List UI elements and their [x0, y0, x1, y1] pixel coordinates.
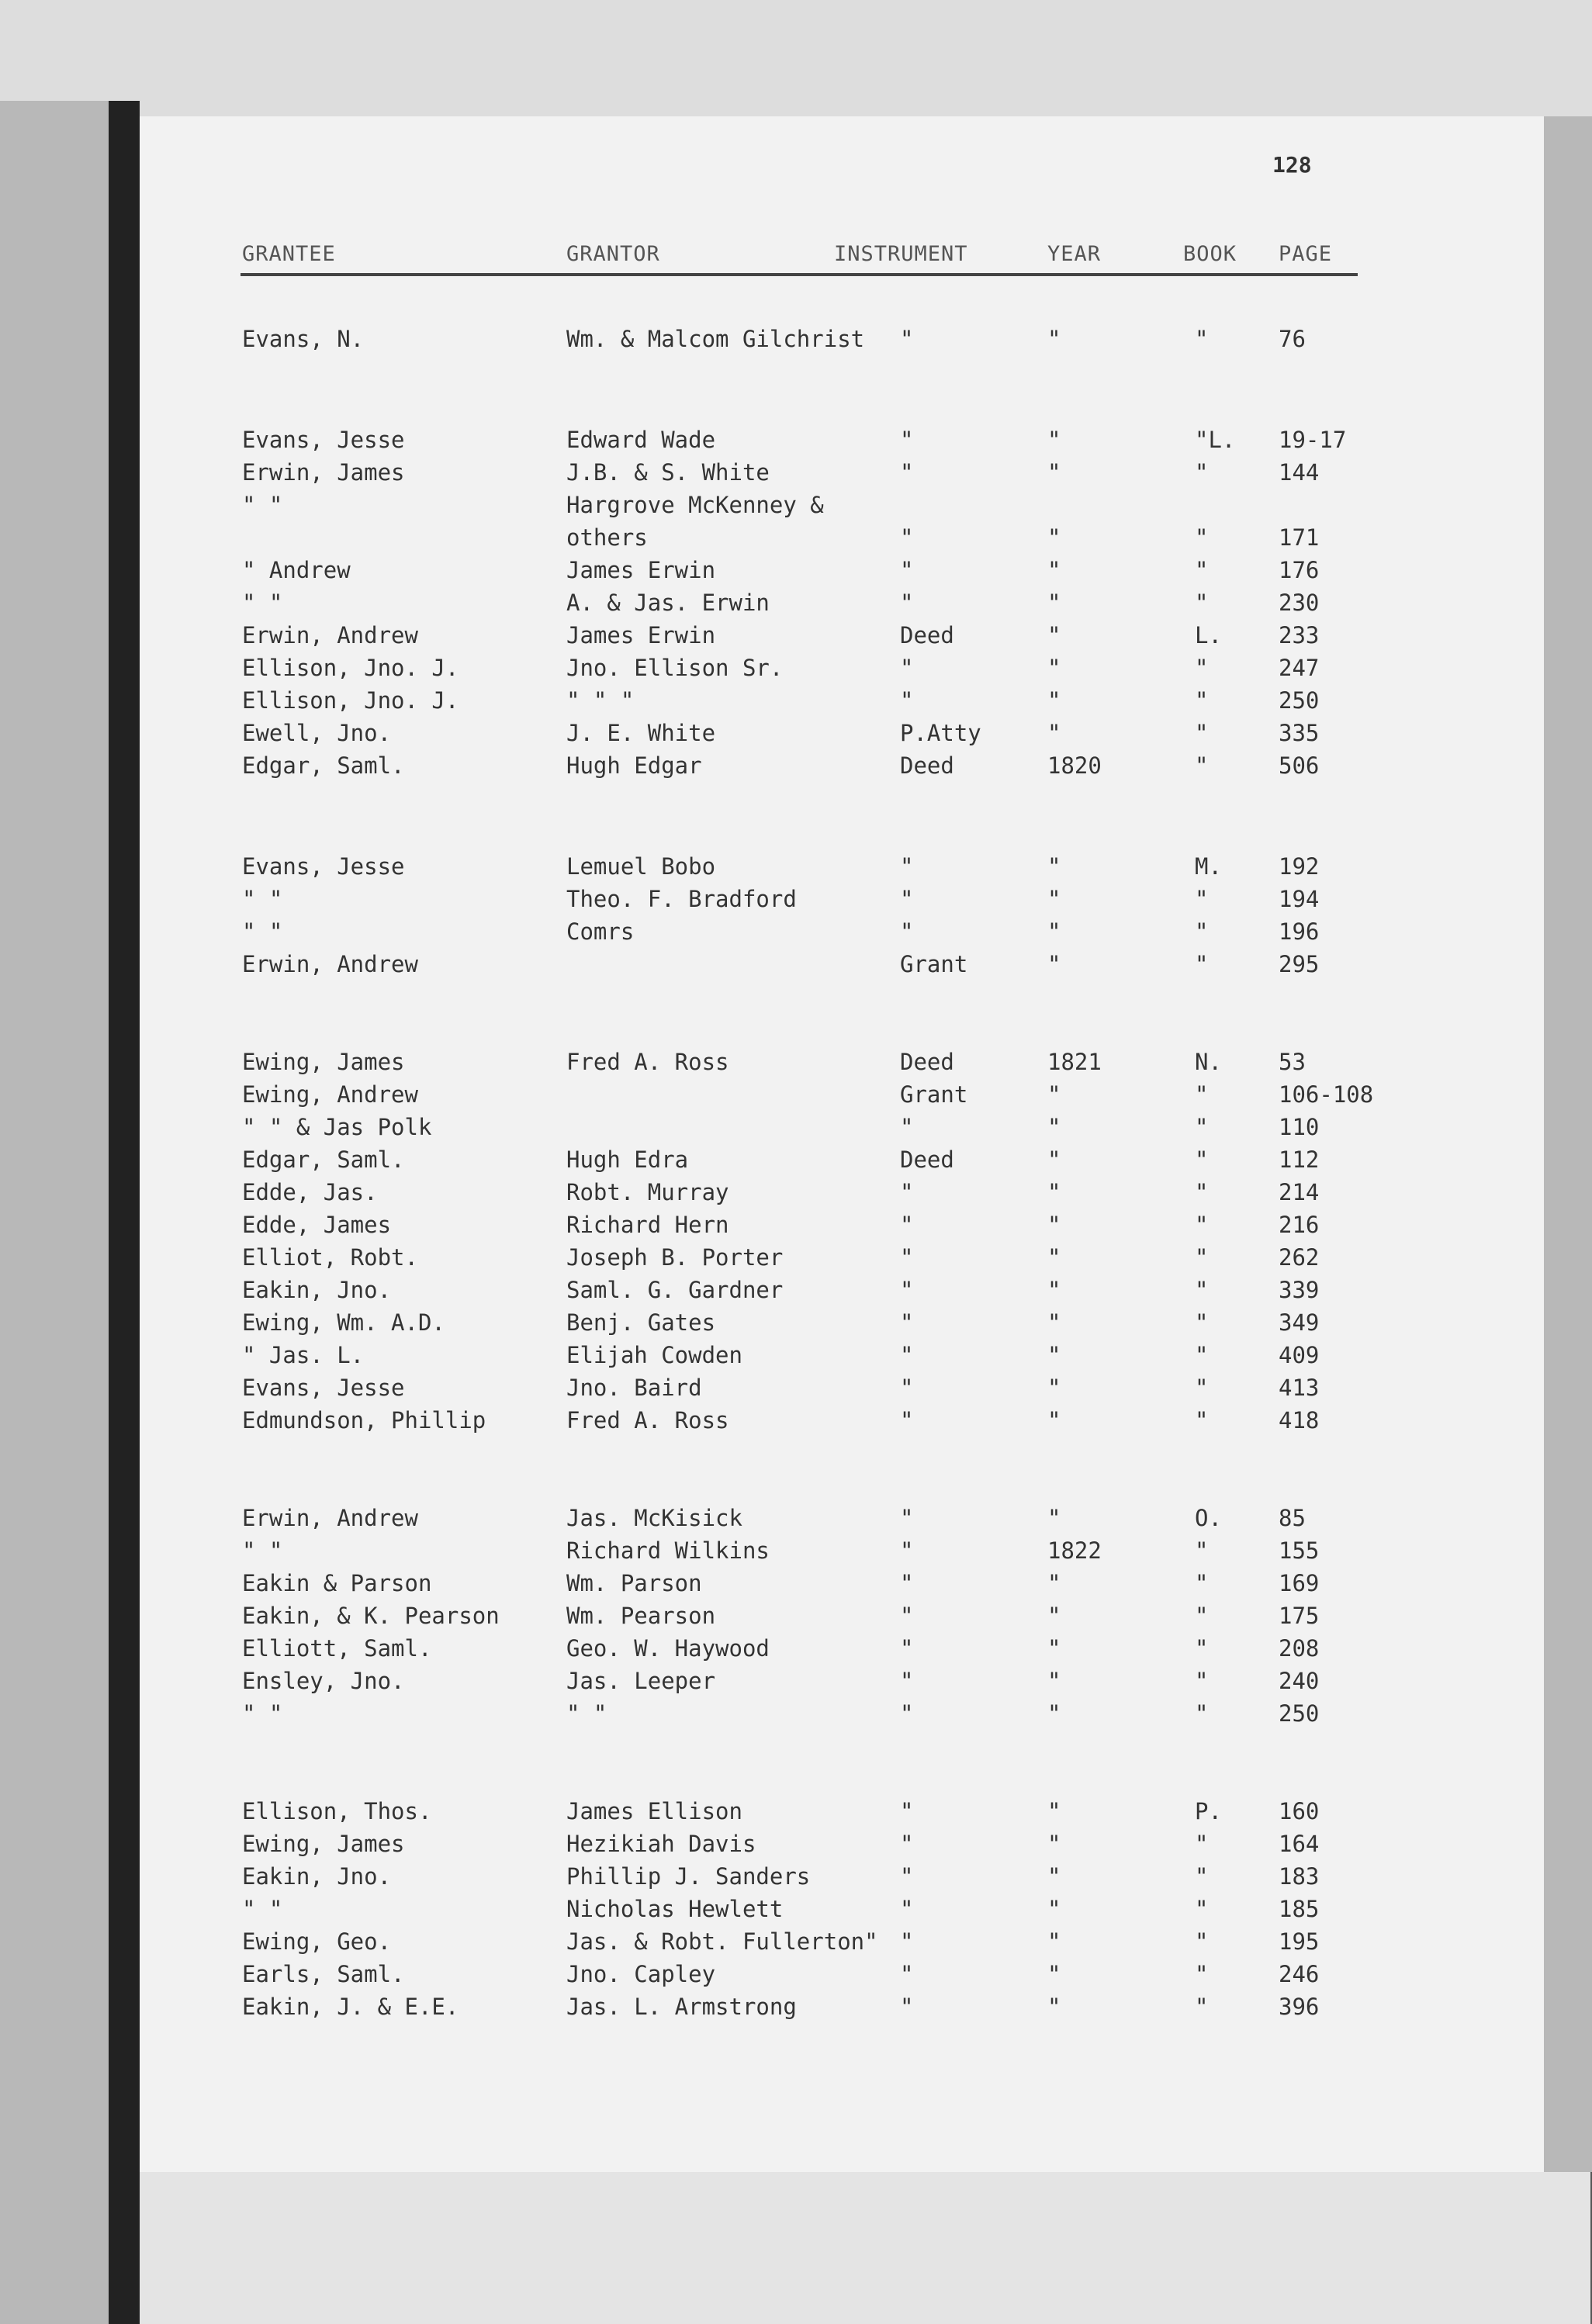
- grantor-cell: Hargrove McKenney &: [566, 492, 824, 518]
- grantee-cell: " " & Jas Polk: [242, 1114, 432, 1140]
- table-row: [0, 655, 1451, 686]
- book-cell: ": [1195, 1179, 1209, 1205]
- page-cell: 240: [1279, 1668, 1320, 1694]
- book-cell: ": [1195, 1668, 1209, 1694]
- table-row: [0, 459, 1451, 490]
- page-cell: 110: [1279, 1114, 1320, 1140]
- book-cell: ": [1195, 1277, 1209, 1303]
- year-cell: 1821: [1047, 1049, 1102, 1075]
- instrument-cell: ": [900, 1309, 914, 1336]
- instrument-cell: ": [900, 1179, 914, 1205]
- grantor-cell: Geo. W. Haywood: [566, 1635, 770, 1662]
- instrument-cell: ": [900, 1961, 914, 1987]
- year-cell: ": [1047, 1896, 1061, 1922]
- grantor-cell: Richard Wilkins: [566, 1537, 770, 1564]
- year-cell: ": [1047, 853, 1061, 880]
- grantor-cell: Wm. Pearson: [566, 1603, 716, 1629]
- book-cell: ": [1195, 1537, 1209, 1564]
- book-cell: ": [1195, 524, 1209, 551]
- table-row: [0, 853, 1451, 884]
- book-cell: M.: [1195, 853, 1222, 880]
- instrument-cell: ": [900, 918, 914, 945]
- page-cell: 413: [1279, 1375, 1320, 1401]
- grantee-cell: " ": [242, 590, 283, 616]
- year-cell: ": [1047, 1831, 1061, 1857]
- book-cell: ": [1195, 1603, 1209, 1629]
- table-row: [0, 1114, 1451, 1145]
- grantee-cell: Erwin, James: [242, 459, 405, 486]
- grantor-cell: Edward Wade: [566, 427, 716, 453]
- page-cell: 19-17: [1279, 427, 1347, 453]
- instrument-cell: Deed: [900, 1146, 954, 1173]
- page-cell: 176: [1279, 557, 1320, 583]
- grantee-cell: " ": [242, 886, 283, 912]
- grantor-cell: Richard Hern: [566, 1212, 729, 1238]
- book-cell: ": [1195, 1244, 1209, 1271]
- grantee-cell: Earls, Saml.: [242, 1961, 405, 1987]
- table-row: [0, 1863, 1451, 1894]
- grantee-cell: Evans, Jesse: [242, 853, 405, 880]
- grantor-cell: Theo. F. Bradford: [566, 886, 797, 912]
- grantee-cell: Edgar, Saml.: [242, 1146, 405, 1173]
- table-row: [0, 1375, 1451, 1406]
- year-cell: ": [1047, 1700, 1061, 1727]
- grantee-cell: Ewing, Wm. A.D.: [242, 1309, 445, 1336]
- instrument-cell: P.Atty: [900, 720, 981, 746]
- table-row: [0, 1049, 1451, 1080]
- grantee-cell: Erwin, Andrew: [242, 951, 418, 977]
- table-row: [0, 590, 1451, 621]
- page-cell: 396: [1279, 1994, 1320, 2020]
- header-grantee: GRANTEE: [242, 242, 336, 266]
- book-cell: L.: [1195, 622, 1222, 648]
- table-row: [0, 1277, 1451, 1308]
- grantee-cell: " ": [242, 1700, 283, 1727]
- instrument-cell: ": [900, 459, 914, 486]
- grantee-cell: Ellison, Jno. J.: [242, 687, 459, 714]
- table-row: [0, 1212, 1451, 1243]
- page-cell: 409: [1279, 1342, 1320, 1368]
- right-page-edge: [1544, 116, 1592, 2172]
- year-cell: ": [1047, 918, 1061, 945]
- book-cell: ": [1195, 1928, 1209, 1955]
- grantor-cell: Jno. Capley: [566, 1961, 716, 1987]
- book-cell: ": [1195, 951, 1209, 977]
- grantee-cell: Edmundson, Phillip: [242, 1407, 486, 1433]
- grantee-cell: " ": [242, 1537, 283, 1564]
- grantee-cell: Evans, N.: [242, 326, 365, 352]
- year-cell: ": [1047, 1179, 1061, 1205]
- book-cell: ": [1195, 326, 1209, 352]
- instrument-cell: ": [900, 853, 914, 880]
- year-cell: ": [1047, 459, 1061, 486]
- instrument-cell: Grant: [900, 1081, 968, 1108]
- book-cell: ": [1195, 1212, 1209, 1238]
- table-row: [0, 1244, 1451, 1275]
- year-cell: ": [1047, 1863, 1061, 1890]
- page-cell: 194: [1279, 886, 1320, 912]
- instrument-cell: ": [900, 557, 914, 583]
- book-cell: ": [1195, 1570, 1209, 1596]
- grantor-cell: Jas. Leeper: [566, 1668, 716, 1694]
- year-cell: ": [1047, 687, 1061, 714]
- page-cell: 230: [1279, 590, 1320, 616]
- grantor-cell: Hezikiah Davis: [566, 1831, 756, 1857]
- grantor-cell: Hugh Edra: [566, 1146, 689, 1173]
- book-cell: O.: [1195, 1505, 1222, 1531]
- book-cell: ": [1195, 1831, 1209, 1857]
- grantee-cell: Ewing, Geo.: [242, 1928, 392, 1955]
- year-cell: ": [1047, 951, 1061, 977]
- page-cell: 506: [1279, 752, 1320, 779]
- instrument-cell: ": [900, 1798, 914, 1824]
- grantor-cell: Fred A. Ross: [566, 1049, 729, 1075]
- book-cell: ": [1195, 1994, 1209, 2020]
- grantee-cell: Elliot, Robt.: [242, 1244, 418, 1271]
- grantor-cell: Saml. G. Gardner: [566, 1277, 784, 1303]
- table-row: [0, 687, 1451, 718]
- grantor-cell: Benj. Gates: [566, 1309, 716, 1336]
- table-row: [0, 1570, 1451, 1601]
- table-row: [0, 557, 1451, 588]
- header-page: PAGE: [1279, 242, 1333, 266]
- table-row: [0, 1798, 1451, 1829]
- table-row: [0, 1961, 1451, 1992]
- header-year: YEAR: [1047, 242, 1102, 266]
- grantor-cell: J. E. White: [566, 720, 716, 746]
- year-cell: ": [1047, 1603, 1061, 1629]
- year-cell: 1822: [1047, 1537, 1102, 1564]
- page-cell: 250: [1279, 687, 1320, 714]
- grantor-cell: Jno. Ellison Sr.: [566, 655, 784, 681]
- instrument-cell: ": [900, 1994, 914, 2020]
- instrument-cell: ": [900, 1342, 914, 1368]
- table-row: [0, 492, 1451, 523]
- grantee-cell: Eakin, Jno.: [242, 1863, 392, 1890]
- page-cell: 246: [1279, 1961, 1320, 1987]
- instrument-cell: ": [900, 1863, 914, 1890]
- grantee-cell: Erwin, Andrew: [242, 1505, 418, 1531]
- book-cell: ": [1195, 655, 1209, 681]
- page-cell: 295: [1279, 951, 1320, 977]
- instrument-cell: ": [900, 655, 914, 681]
- table-row: [0, 1081, 1451, 1112]
- table-row: [0, 1342, 1451, 1373]
- grantee-cell: Ensley, Jno.: [242, 1668, 405, 1694]
- year-cell: 1820: [1047, 752, 1102, 779]
- year-cell: ": [1047, 720, 1061, 746]
- table-row: [0, 1994, 1451, 2025]
- instrument-cell: Deed: [900, 622, 954, 648]
- grantee-cell: Ewell, Jno.: [242, 720, 392, 746]
- page-bottom-margin: [140, 2172, 1590, 2324]
- year-cell: ": [1047, 590, 1061, 616]
- page-cell: 195: [1279, 1928, 1320, 1955]
- instrument-cell: ": [900, 1570, 914, 1596]
- book-cell: ": [1195, 1342, 1209, 1368]
- grantor-cell: Jno. Baird: [566, 1375, 702, 1401]
- page-cell: 164: [1279, 1831, 1320, 1857]
- header-book: BOOK: [1183, 242, 1237, 266]
- table-row: [0, 1668, 1451, 1699]
- grantee-cell: Ewing, James: [242, 1049, 405, 1075]
- page-cell: 76: [1279, 326, 1306, 352]
- book-cell: ": [1195, 918, 1209, 945]
- table-row: [0, 524, 1451, 555]
- instrument-cell: ": [900, 1635, 914, 1662]
- year-cell: ": [1047, 886, 1061, 912]
- table-row: [0, 1635, 1451, 1666]
- grantor-cell: " ": [566, 1700, 607, 1727]
- grantor-cell: Robt. Murray: [566, 1179, 729, 1205]
- book-cell: ": [1195, 1896, 1209, 1922]
- grantee-cell: Ellison, Thos.: [242, 1798, 432, 1824]
- page-cell: 216: [1279, 1212, 1320, 1238]
- book-cell: ": [1195, 1863, 1209, 1890]
- grantee-cell: Edgar, Saml.: [242, 752, 405, 779]
- table-row: [0, 1603, 1451, 1634]
- grantee-cell: Eakin, J. & E.E.: [242, 1994, 459, 2020]
- page-cell: 192: [1279, 853, 1320, 880]
- year-cell: ": [1047, 1081, 1061, 1108]
- table-row: [0, 886, 1451, 917]
- book-cell: "L.: [1195, 427, 1236, 453]
- grantor-cell: J.B. & S. White: [566, 459, 770, 486]
- header-rule: [241, 273, 1358, 276]
- instrument-cell: ": [900, 1244, 914, 1271]
- page-cell: 53: [1279, 1049, 1306, 1075]
- page-cell: 208: [1279, 1635, 1320, 1662]
- grantee-cell: Ewing, Andrew: [242, 1081, 418, 1108]
- page-cell: 106-108: [1279, 1081, 1374, 1108]
- table-row: [0, 1928, 1451, 1959]
- year-cell: ": [1047, 1114, 1061, 1140]
- year-cell: ": [1047, 557, 1061, 583]
- instrument-cell: ": [900, 1114, 914, 1140]
- instrument-cell: ": [900, 1375, 914, 1401]
- instrument-cell: ": [900, 326, 914, 352]
- book-cell: ": [1195, 687, 1209, 714]
- page-cell: 185: [1279, 1896, 1320, 1922]
- instrument-cell: ": [900, 590, 914, 616]
- grantee-cell: Elliott, Saml.: [242, 1635, 432, 1662]
- page-cell: 160: [1279, 1798, 1320, 1824]
- grantee-cell: Erwin, Andrew: [242, 622, 418, 648]
- year-cell: ": [1047, 524, 1061, 551]
- instrument-cell: ": [900, 524, 914, 551]
- grantee-cell: Evans, Jesse: [242, 1375, 405, 1401]
- instrument-cell: ": [900, 1896, 914, 1922]
- grantor-cell: Elijah Cowden: [566, 1342, 742, 1368]
- table-row: [0, 1896, 1451, 1927]
- page-number: 128: [1272, 152, 1312, 178]
- year-cell: ": [1047, 427, 1061, 453]
- grantee-cell: Eakin & Parson: [242, 1570, 432, 1596]
- table-row: [0, 1309, 1451, 1340]
- year-cell: ": [1047, 1407, 1061, 1433]
- grantor-cell: James Erwin: [566, 622, 716, 648]
- header-grantor: GRANTOR: [566, 242, 660, 266]
- grantor-cell: Joseph B. Porter: [566, 1244, 784, 1271]
- instrument-cell: Deed: [900, 1049, 954, 1075]
- instrument-cell: Deed: [900, 752, 954, 779]
- table-row: [0, 1831, 1451, 1862]
- page-cell: 418: [1279, 1407, 1320, 1433]
- background-top: [0, 0, 1592, 116]
- grantee-cell: Evans, Jesse: [242, 427, 405, 453]
- grantee-cell: Ellison, Jno. J.: [242, 655, 459, 681]
- year-cell: ": [1047, 1244, 1061, 1271]
- instrument-cell: Grant: [900, 951, 968, 977]
- instrument-cell: ": [900, 1831, 914, 1857]
- grantor-cell: Wm. Parson: [566, 1570, 702, 1596]
- table-row: [0, 951, 1451, 982]
- book-cell: P.: [1195, 1798, 1222, 1824]
- table-row: [0, 918, 1451, 949]
- book-cell: N.: [1195, 1049, 1222, 1075]
- book-cell: ": [1195, 557, 1209, 583]
- instrument-cell: ": [900, 1407, 914, 1433]
- grantor-cell: Phillip J. Sanders: [566, 1863, 811, 1890]
- year-cell: ": [1047, 622, 1061, 648]
- grantee-cell: Eakin, & K. Pearson: [242, 1603, 500, 1629]
- book-cell: ": [1195, 1114, 1209, 1140]
- year-cell: ": [1047, 1668, 1061, 1694]
- table-row: [0, 1407, 1451, 1438]
- year-cell: ": [1047, 1375, 1061, 1401]
- book-cell: ": [1195, 720, 1209, 746]
- grantor-cell: Jas. & Robt. Fullerton": [566, 1928, 878, 1955]
- grantor-cell: Wm. & Malcom Gilchrist: [566, 326, 865, 352]
- grantee-cell: " Jas. L.: [242, 1342, 365, 1368]
- table-row: [0, 720, 1451, 751]
- book-cell: ": [1195, 1375, 1209, 1401]
- year-cell: ": [1047, 1212, 1061, 1238]
- table-row: [0, 622, 1451, 653]
- instrument-cell: ": [900, 1668, 914, 1694]
- year-cell: ": [1047, 1342, 1061, 1368]
- grantee-cell: " ": [242, 492, 283, 518]
- page-cell: 247: [1279, 655, 1320, 681]
- page-cell: 196: [1279, 918, 1320, 945]
- instrument-cell: ": [900, 886, 914, 912]
- header-instrument: INSTRUMENT: [834, 242, 968, 266]
- grantor-cell: Comrs: [566, 918, 635, 945]
- book-cell: ": [1195, 1309, 1209, 1336]
- grantee-cell: " Andrew: [242, 557, 351, 583]
- grantor-cell: " " ": [566, 687, 635, 714]
- grantee-cell: " ": [242, 918, 283, 945]
- table-row: [0, 427, 1451, 458]
- grantor-cell: Hugh Edgar: [566, 752, 702, 779]
- year-cell: ": [1047, 1635, 1061, 1662]
- year-cell: ": [1047, 1277, 1061, 1303]
- grantor-cell: Jas. L. Armstrong: [566, 1994, 797, 2020]
- book-cell: ": [1195, 590, 1209, 616]
- page-cell: 335: [1279, 720, 1320, 746]
- page-cell: 214: [1279, 1179, 1320, 1205]
- year-cell: ": [1047, 1505, 1061, 1531]
- page-cell: 183: [1279, 1863, 1320, 1890]
- grantor-cell: Lemuel Bobo: [566, 853, 716, 880]
- page-cell: 349: [1279, 1309, 1320, 1336]
- year-cell: ": [1047, 1309, 1061, 1336]
- table-row: [0, 1700, 1451, 1731]
- grantee-cell: " ": [242, 1896, 283, 1922]
- year-cell: ": [1047, 1961, 1061, 1987]
- grantor-cell: others: [566, 524, 648, 551]
- instrument-cell: ": [900, 1537, 914, 1564]
- table-row: [0, 326, 1451, 357]
- book-cell: ": [1195, 886, 1209, 912]
- year-cell: ": [1047, 1994, 1061, 2020]
- grantor-cell: Fred A. Ross: [566, 1407, 729, 1433]
- instrument-cell: ": [900, 1603, 914, 1629]
- instrument-cell: ": [900, 687, 914, 714]
- page-cell: 155: [1279, 1537, 1320, 1564]
- instrument-cell: ": [900, 1700, 914, 1727]
- page-cell: 112: [1279, 1146, 1320, 1173]
- instrument-cell: ": [900, 1505, 914, 1531]
- instrument-cell: ": [900, 1277, 914, 1303]
- grantor-cell: Jas. McKisick: [566, 1505, 742, 1531]
- table-row: [0, 1146, 1451, 1178]
- grantee-cell: Eakin, Jno.: [242, 1277, 392, 1303]
- book-cell: ": [1195, 1081, 1209, 1108]
- year-cell: ": [1047, 326, 1061, 352]
- book-cell: ": [1195, 752, 1209, 779]
- page-cell: 233: [1279, 622, 1320, 648]
- page-cell: 144: [1279, 459, 1320, 486]
- page-cell: 85: [1279, 1505, 1306, 1531]
- year-cell: ": [1047, 1798, 1061, 1824]
- table-row: [0, 1505, 1451, 1536]
- table-row: [0, 1179, 1451, 1210]
- book-cell: ": [1195, 1146, 1209, 1173]
- grantee-cell: Ewing, James: [242, 1831, 405, 1857]
- instrument-cell: ": [900, 1212, 914, 1238]
- grantor-cell: James Erwin: [566, 557, 716, 583]
- instrument-cell: ": [900, 427, 914, 453]
- year-cell: ": [1047, 1570, 1061, 1596]
- page-cell: 250: [1279, 1700, 1320, 1727]
- book-cell: ": [1195, 1961, 1209, 1987]
- table-row: [0, 752, 1451, 783]
- page-cell: 339: [1279, 1277, 1320, 1303]
- table-row: [0, 1537, 1451, 1568]
- book-cell: ": [1195, 1700, 1209, 1727]
- year-cell: ": [1047, 1146, 1061, 1173]
- grantor-cell: A. & Jas. Erwin: [566, 590, 770, 616]
- year-cell: ": [1047, 655, 1061, 681]
- year-cell: ": [1047, 1928, 1061, 1955]
- page-cell: 175: [1279, 1603, 1320, 1629]
- page-cell: 169: [1279, 1570, 1320, 1596]
- grantor-cell: James Ellison: [566, 1798, 742, 1824]
- grantor-cell: Nicholas Hewlett: [566, 1896, 784, 1922]
- book-cell: ": [1195, 459, 1209, 486]
- book-cell: ": [1195, 1635, 1209, 1662]
- grantee-cell: Edde, Jas.: [242, 1179, 378, 1205]
- book-cell: ": [1195, 1407, 1209, 1433]
- grantee-cell: Edde, James: [242, 1212, 392, 1238]
- instrument-cell: ": [900, 1928, 914, 1955]
- page-cell: 171: [1279, 524, 1320, 551]
- page-cell: 262: [1279, 1244, 1320, 1271]
